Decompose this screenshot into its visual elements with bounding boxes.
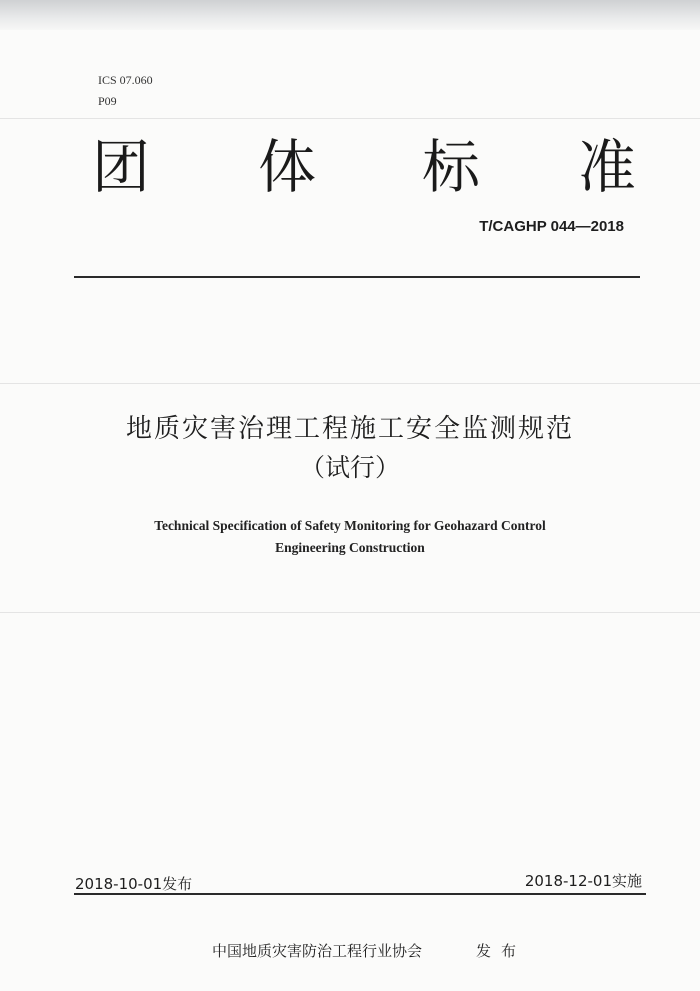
ics-code: ICS 07.060: [98, 73, 153, 87]
implementation-date: 2018-12-01实施: [524, 872, 642, 890]
title-english-line2: Engineering Construction: [275, 540, 425, 555]
heading-char-1: 团: [92, 133, 151, 201]
publish-label: 发布: [476, 942, 527, 960]
title-english: [0, 515, 700, 559]
issue-date: 2018-10-01发布: [75, 875, 193, 893]
document-type-heading: [92, 134, 648, 204]
top-divider: [74, 276, 640, 278]
bottom-divider: [74, 893, 646, 895]
heading-char-2: 体: [258, 133, 317, 201]
title-chinese: 地质灾害治理工程施工安全监测规范: [125, 414, 574, 444]
publisher-name: 中国地质灾害防治工程行业协会: [212, 942, 423, 960]
heading-char-3: 标: [422, 133, 481, 201]
scan-artifact-line: [0, 383, 700, 384]
standard-number: T/CAGHP 044—2018: [479, 218, 624, 235]
classification-code: P09: [98, 94, 117, 108]
title-english-line1: Technical Specification of Safety Monitoring for Geohazard Control: [154, 518, 546, 533]
scan-artifact-line: [0, 118, 700, 119]
scan-edge-shadow: [0, 0, 700, 30]
heading-char-4: 准: [578, 133, 637, 201]
title-trial-note: （试行）: [299, 453, 400, 482]
scan-artifact-line: [0, 612, 700, 613]
